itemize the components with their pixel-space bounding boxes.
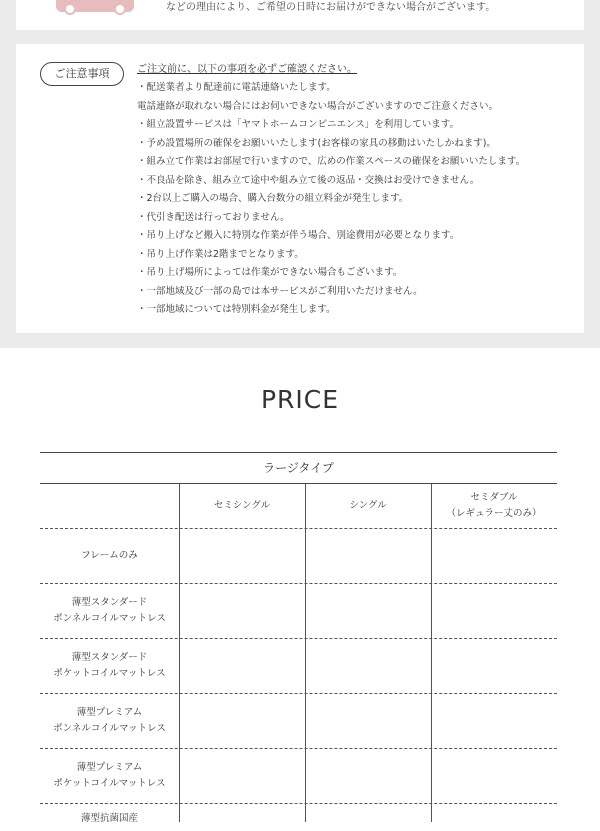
notice-item: ・代引き配送は行っておりません。 — [137, 211, 290, 223]
notice-item: ・配送業者より配達前に電話連絡いたします。 — [137, 82, 336, 93]
row-label-line: 薄型プレミアム — [76, 707, 143, 718]
column-header-sublabel: （レギュラー丈のみ） — [446, 508, 542, 519]
notice-item: ・組立設置サービスは「ヤマトホームコンビニエンス」を利用しています。 — [137, 119, 459, 130]
row-label-line: 薄型スタンダード — [71, 597, 148, 608]
row-label-line: 薄型スタンダード — [71, 652, 148, 663]
row-label-line: ボンネルコイルマットレス — [53, 723, 166, 734]
notice-label: ご注意事項 — [40, 62, 124, 86]
row-label — [40, 694, 179, 748]
table-row — [40, 811, 557, 831]
price-title: PRICE — [260, 385, 340, 414]
notice-item: ・不良品を除き、組み立て途中や組み立て後の返品・交換はお受けできません。 — [137, 174, 480, 186]
row-label — [40, 811, 179, 831]
row-divider — [40, 803, 557, 804]
notice-list — [137, 79, 525, 320]
notice-item: ・予め設置場所の確保をお願いいたします(お客様の家具の移動はいたしかねます)。 — [137, 137, 496, 149]
table-row — [40, 694, 557, 748]
notice-item: ・一部地域については特別料金が発生します。 — [137, 304, 336, 315]
row-label-line: フレームのみ — [81, 550, 138, 561]
truck-wheel-icon — [114, 3, 126, 15]
delivery-note-card — [16, 0, 584, 30]
row-label — [40, 749, 179, 803]
row-label — [40, 584, 179, 638]
row-label-line: 薄型抗菌国産 — [80, 813, 138, 824]
delivery-truck-icon — [56, 0, 134, 12]
notice-item: 電話連絡が取れない場合にはお伺いできない場合がございますのでご注意ください。 — [137, 100, 499, 112]
table-row — [40, 529, 557, 583]
notice-item: ・一部地域及び一部の島では本サービスがご利用いただけません。 — [137, 285, 423, 297]
column-header-label: セミダブル — [470, 492, 518, 503]
truck-wheel-icon — [64, 3, 76, 15]
row-label-line: ポケットコイルマットレス — [53, 778, 166, 789]
notice-item: ・吊り上げ場所によっては作業ができない場合もございます。 — [137, 267, 403, 278]
column-header-semi-single — [179, 484, 305, 528]
row-label — [40, 639, 179, 693]
column-header-label: シングル — [349, 500, 387, 511]
row-label-line: 薄型プレミアム — [76, 762, 143, 773]
row-label-line: ポケットコイルマットレス — [53, 668, 166, 679]
notice-item: ・2台以上ご購入の場合、購入台数分の組立料金が発生します。 — [137, 193, 409, 204]
table-row — [40, 584, 557, 638]
notice-item: ・組み立て作業はお部屋で行いますので、広めの作業スペースの確保をお願いいたします。 — [137, 156, 526, 167]
column-header-single — [305, 484, 431, 528]
notice-heading: ご注文前に、以下の事項を必ずご確認ください。 — [137, 64, 357, 75]
column-header-semi-double — [431, 484, 557, 528]
column-header-label: セミシングル — [213, 500, 271, 511]
table-type-title: ラージタイプ — [40, 452, 557, 484]
table-row — [40, 749, 557, 803]
notice-item: ・吊り上げ作業は2階までとなります。 — [137, 248, 304, 260]
table-row — [40, 639, 557, 693]
row-label-line: ボンネルコイルマットレス — [53, 613, 166, 624]
notice-item: ・吊り上げなど搬入に特別な作業が伴う場合、別途費用が必要となります。 — [137, 230, 460, 241]
table-header-row — [40, 484, 557, 528]
delivery-note: などの理由により、ご希望の日時にお届けができない場合がございます。 — [166, 2, 496, 13]
row-label — [40, 529, 179, 583]
